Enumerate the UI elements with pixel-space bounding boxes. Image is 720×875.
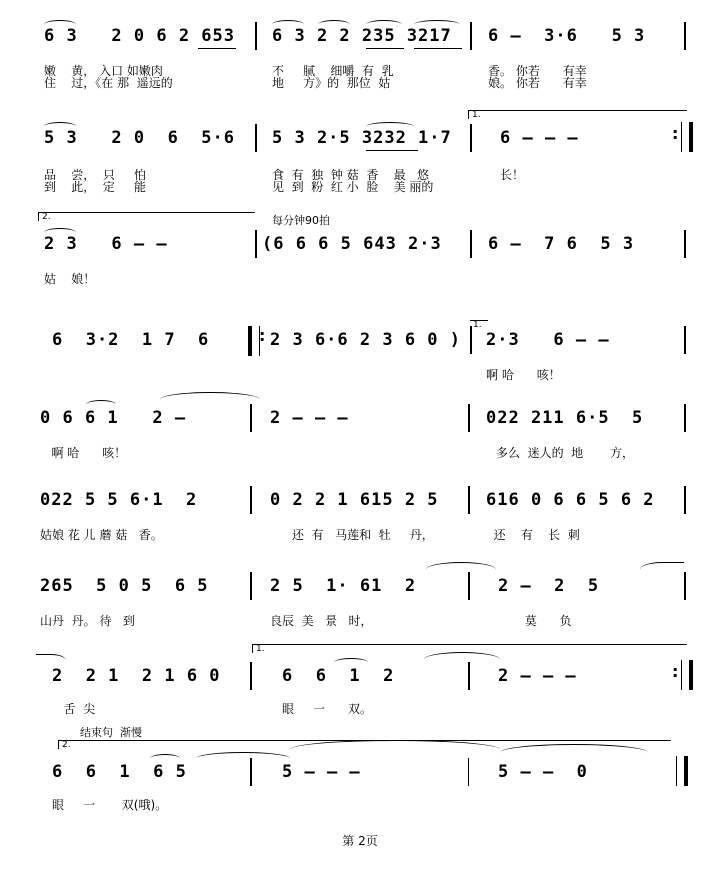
system-3 (0, 228, 720, 258)
lyric-line: 娘。 你若 有幸 (488, 76, 587, 90)
measure-notes: 5 3 2 0 6 5·6 (44, 128, 235, 148)
lyric-line: 品 尝， 只 怕 (44, 168, 146, 182)
barline (470, 124, 472, 152)
barline (255, 124, 257, 152)
barline (468, 662, 470, 690)
measure-notes: 616 0 6 6 5 6 2 (486, 490, 655, 510)
measure-notes: 022 5 5 6·1 2 (40, 490, 198, 510)
end-repeat-barline (681, 122, 693, 152)
barline (250, 758, 252, 786)
barline (250, 572, 252, 600)
page-number: 第 2页 (342, 834, 378, 848)
volta-bracket: 1. (468, 110, 687, 119)
lyric-line: 莫 负 (498, 614, 572, 628)
underline (198, 48, 236, 49)
repeat-dots: : (672, 124, 679, 143)
barline (684, 486, 686, 514)
final-barline (676, 756, 688, 786)
measure-notes: 5 – – 0 (498, 762, 588, 782)
volta-bracket: 2. (58, 740, 671, 749)
system-5 (0, 400, 720, 430)
lyric-line: 舌 尖 (52, 702, 96, 716)
measure-notes: 6 – 7 6 5 3 (488, 234, 635, 254)
lyric-line: 姑 娘！ (44, 272, 96, 286)
measure-notes: 265 5 0 5 6 5 (40, 576, 209, 596)
volta-bracket: 2. (38, 212, 255, 221)
measure-notes: (6 6 6 5 643 2·3 (262, 234, 442, 254)
barline (468, 758, 469, 786)
volta-bracket: 1. (470, 320, 488, 329)
measure-notes: 6 3·2 1 7 6 (52, 330, 210, 350)
tie (500, 744, 648, 761)
tie (160, 392, 260, 407)
measure-notes: 2 2 1 2 1 6 0 (52, 666, 221, 686)
measure-notes: 6 – 3·6 5 3 (488, 26, 646, 46)
barline (468, 404, 470, 432)
tie (290, 740, 500, 759)
lyric-line: 啊 哈 咳！ (40, 446, 127, 460)
repeat-dots: : (672, 662, 679, 681)
measure-notes: 0 6 6 1 2 – (40, 408, 187, 428)
measure-notes: 2 5 1· 61 2 (270, 576, 417, 596)
barline (250, 662, 252, 690)
system-8 (0, 660, 720, 690)
measure-notes: 2 – 2 5 (498, 576, 600, 596)
underline (366, 150, 418, 151)
system-6 (0, 484, 720, 514)
lyric-line: 见 到 粉 红 小 脸 美 丽的 (272, 180, 434, 194)
tie (196, 752, 290, 765)
system-1 (0, 18, 720, 48)
lyric-line: 不 腻 细嚼 有 乳 (272, 64, 394, 78)
barline (684, 572, 686, 600)
system-4 (0, 326, 720, 356)
lyric-line: 眼 一 双。 (282, 702, 372, 716)
repeat-dots: : (259, 326, 266, 345)
tie (640, 562, 684, 577)
lyric-line: 食 有 独 钟 菇 香 最 悠 (272, 168, 430, 182)
measure-notes: 6 6 1 2 (282, 666, 395, 686)
barline (255, 230, 257, 258)
lyric-line: 地 方》的 那位 姑 (272, 76, 391, 90)
underline (366, 48, 404, 49)
lyric-line: 香。 你若 有幸 (488, 64, 587, 78)
barline (684, 404, 686, 432)
end-repeat-barline (681, 660, 693, 690)
measure-notes: 6 – – – (500, 128, 579, 148)
barline (250, 486, 252, 514)
measure-notes: 5 3 2·5 3232 1·7 (272, 128, 452, 148)
volta-bracket: 1. (252, 644, 687, 653)
tie (424, 652, 500, 667)
lyric-line: 长！ (500, 168, 525, 182)
barline (684, 22, 686, 50)
measure-notes: 2 3 6 – – (44, 234, 168, 254)
lyric-line: 嫩 黄， 入口 如嫩肉 (44, 64, 163, 78)
barline (684, 326, 686, 354)
barline (470, 22, 472, 50)
barline (468, 486, 470, 514)
tie (426, 562, 496, 577)
measure-notes: 6 3 2 0 6 2 653 (44, 26, 235, 46)
barline (470, 230, 472, 258)
lyric-line: 到 此， 定 能 (44, 180, 146, 194)
measure-notes: 2 – – – (498, 666, 577, 686)
system-9 (0, 756, 720, 786)
measure-notes: 6 3 2 2 235 3217 (272, 26, 452, 46)
ending-annotation: 结束句 渐慢 (80, 726, 142, 739)
measure-notes: 2·3 6 – – (486, 330, 610, 350)
lyric-line: 眼 一 双(哦)。 (52, 798, 168, 812)
lyric-line: 还 有 长 刺 (486, 528, 580, 542)
barline (255, 22, 257, 50)
system-2 (0, 122, 720, 152)
lyric-line: 住 过，《在 那 遥远的 (44, 76, 173, 90)
lyric-line: 姑娘 花 儿 蘑 菇 香。 (40, 528, 163, 542)
barline (470, 326, 472, 354)
system-7 (0, 568, 720, 598)
measure-notes: 5 – – – (282, 762, 361, 782)
barline (684, 230, 686, 258)
measure-notes: 0 2 2 1 615 2 5 (270, 490, 439, 510)
lyric-line: 还 有 马莲和 牡 丹， (292, 528, 434, 542)
barline (250, 404, 252, 432)
lyric-line: 啊 哈 咳！ (486, 368, 561, 382)
lyric-line: 多么 迷人的 地 方， (496, 446, 634, 460)
lyric-line: 山丹 丹。 待 到 (40, 614, 135, 628)
measure-notes: 6 6 1 6 5 (52, 762, 187, 782)
measure-notes: 2 – – – (270, 408, 349, 428)
underline (414, 48, 462, 49)
measure-notes: 2 3 6·6 2 3 6 0 ) (270, 330, 461, 350)
barline (468, 572, 470, 600)
tempo-marking: 每分钟90拍 (272, 214, 330, 227)
measure-notes: 022 211 6·5 5 (486, 408, 644, 428)
lyric-line: 良辰 美 景 时， (270, 614, 373, 628)
